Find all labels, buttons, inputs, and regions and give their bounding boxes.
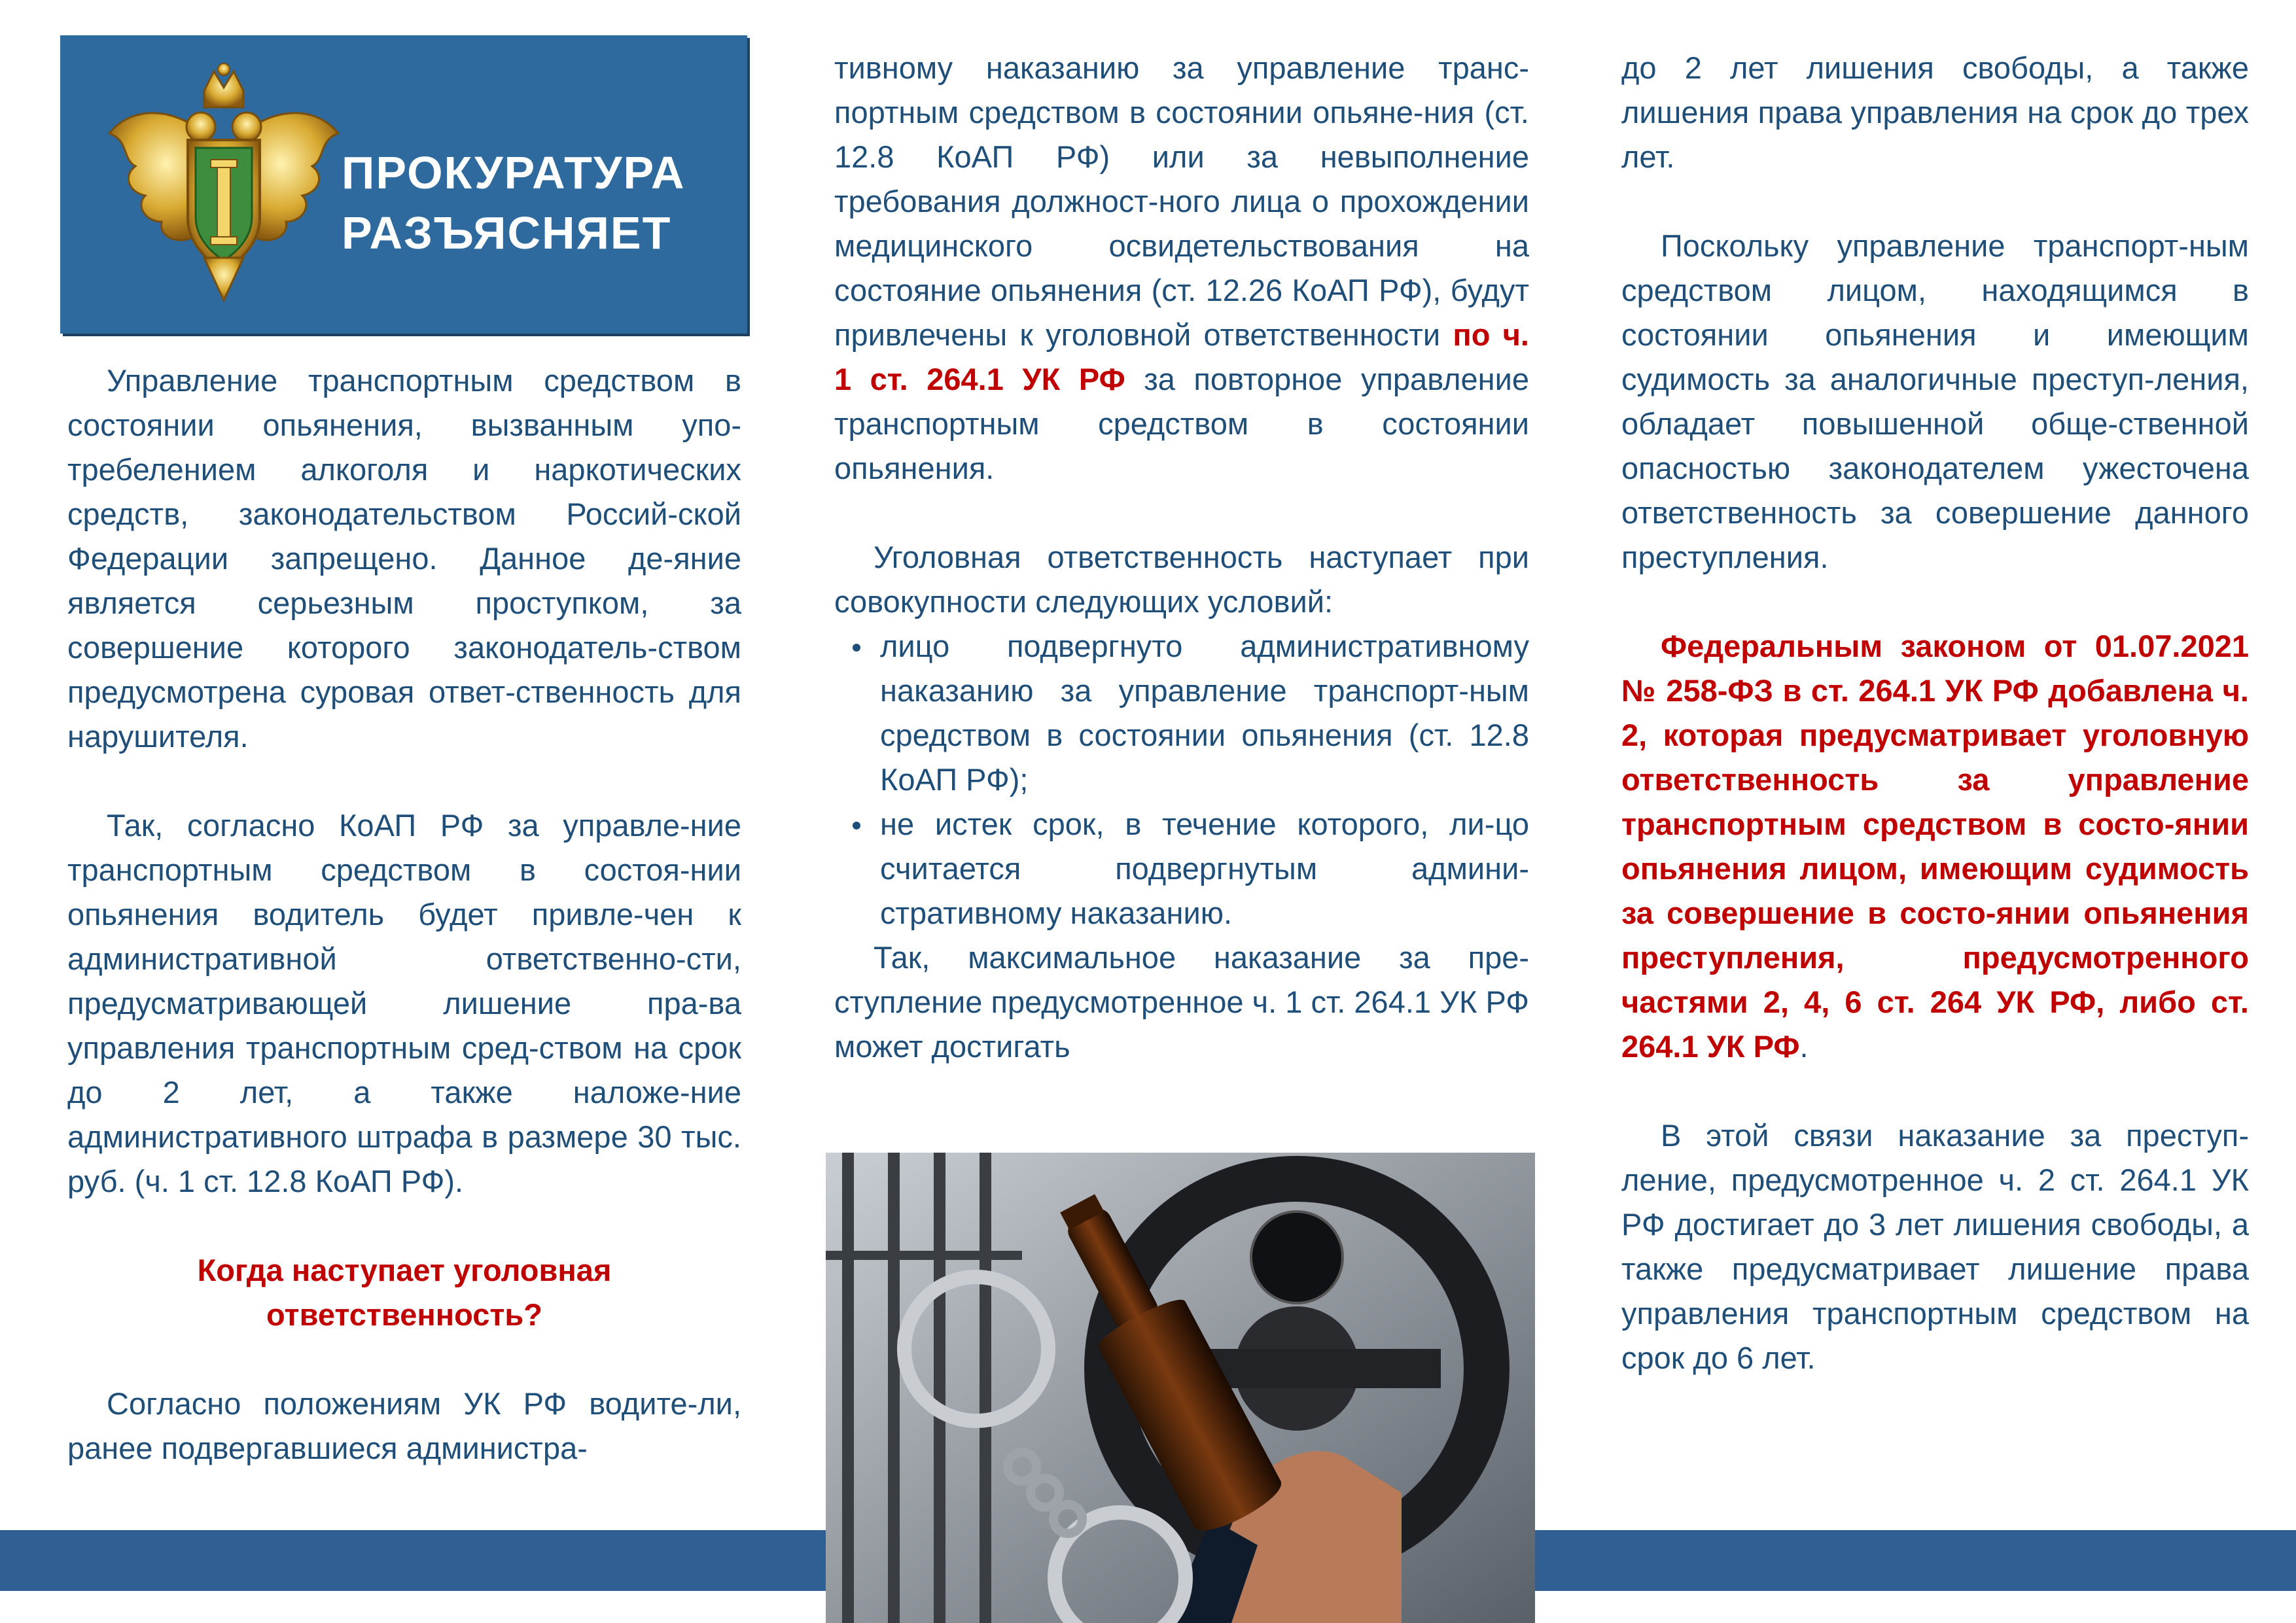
paragraph: Согласно положениям УК РФ водите-ли, ранее подвергавшиеся администра- — [67, 1386, 741, 1465]
paragraph: Так, максимальное наказание за пре-ступление предусмотренное ч. 1 ст. 264.1 УК РФ может достигать — [834, 940, 1529, 1064]
paragraph: Так, согласно КоАП РФ за управле-ние транспортным средством в состоя-нии опьянения водитель будет привле-чен к административной ответственно-сти, предусматривающей лишение пра-ва управления транспортным сред-ством на срок до 2 лет, а также наложе-ние административного штрафа в размере 30 тыс. руб. (ч. 1 ст. 12.8 КоАП РФ). — [67, 808, 741, 1198]
footer-bar-right — [1535, 1530, 2296, 1591]
paragraph: В этой связи наказание за преступ-ление, предусмотренное ч. 2 ст. 264.1 УК РФ достигает до 3 лет лишения свободы, а также предусматривает лишение права управления транспортным средством на срок до 6 лет. — [1621, 1118, 2249, 1375]
list-item: лицо подвергнуто административному наказанию за управление транспорт-ным средством в состоянии опьянения (ст. 12.8 КоАП РФ); — [880, 624, 1529, 802]
drunk-driver-handcuffs-photo — [826, 1153, 1535, 1623]
paragraph: до 2 лет лишения свободы, а также лишения права управления на срок до трех лет. — [1621, 50, 2249, 174]
paragraph: Поскольку управление транспорт-ным средством лицом, находящимся в состоянии опьянения и имеющим судимость за аналогичные преступ-ления, обладает повышенной обще-ственной опасностью законодателем ужесточена ответственность за совершение данного преступления. — [1621, 228, 2249, 574]
paragraph: Управление транспортным средством в состоянии опьянения, вызванным упо-требелением алкоголя и наркотических средств, законодательством Россий-ской Федерации запрещено. Данное де-яние является серьезным проступком, за совершение которого законодатель-ством предусмотрена суровая ответ-ственность для нарушителя. — [67, 363, 741, 754]
banner-title-line2: РАЗЪЯСНЯЕТ — [342, 207, 672, 258]
paragraph-text: . — [1799, 1029, 1809, 1064]
banner-title-line1: ПРОКУРАТУРА — [342, 147, 686, 198]
conditions-list — [834, 624, 1529, 935]
paragraph-text: за повторное управление транспортным средством в состоянии опьянения. — [834, 362, 1529, 485]
column-2 — [834, 46, 1529, 1069]
paragraph — [834, 46, 1529, 491]
list-item: не истек срок, в течение которого, ли-цо считается подвергнутым админи-стративному наказанию. — [880, 802, 1529, 935]
highlighted-law-text: Федеральным законом от 01.07.2021 № 258-ФЗ в ст. 264.1 УК РФ добавлена ч. 2, которая предусматривает уголовную ответственность за управление транспортным средством в состо-янии опьянения лицом, имеющим судимость за совершение в состо-янии опьянения преступления, предусмотренного частями 2, 4, 6 ст. 264 УК РФ, либо ст. 264.1 УК РФ — [1621, 629, 2249, 1064]
prosecutor-banner — [60, 35, 747, 334]
column-1 — [67, 358, 741, 1471]
paragraph: Уголовная ответственность наступает при совокупности следующих условий: — [834, 540, 1529, 619]
footer-bar-left — [0, 1530, 826, 1591]
column-3 — [1621, 46, 2249, 1380]
prosecutor-emblem-icon — [96, 61, 351, 310]
paragraph-text: тивному наказанию за управление транс-портным средством в состоянии опьяне-ния (ст. 12.8 КоАП РФ) или за невыполнение требования должност-ного лица о прохождении медицинского освидетельствования на состояние опьянения (ст. 12.26 КоАП РФ), будут привлечены к уголовной ответственности — [834, 50, 1529, 352]
paragraph — [1621, 624, 2249, 1069]
highlighted-law-ref: по ч. 1 ст. 264.1 УК РФ — [834, 317, 1529, 396]
section-heading: Когда наступает уголовная ответственность? — [197, 1253, 612, 1332]
